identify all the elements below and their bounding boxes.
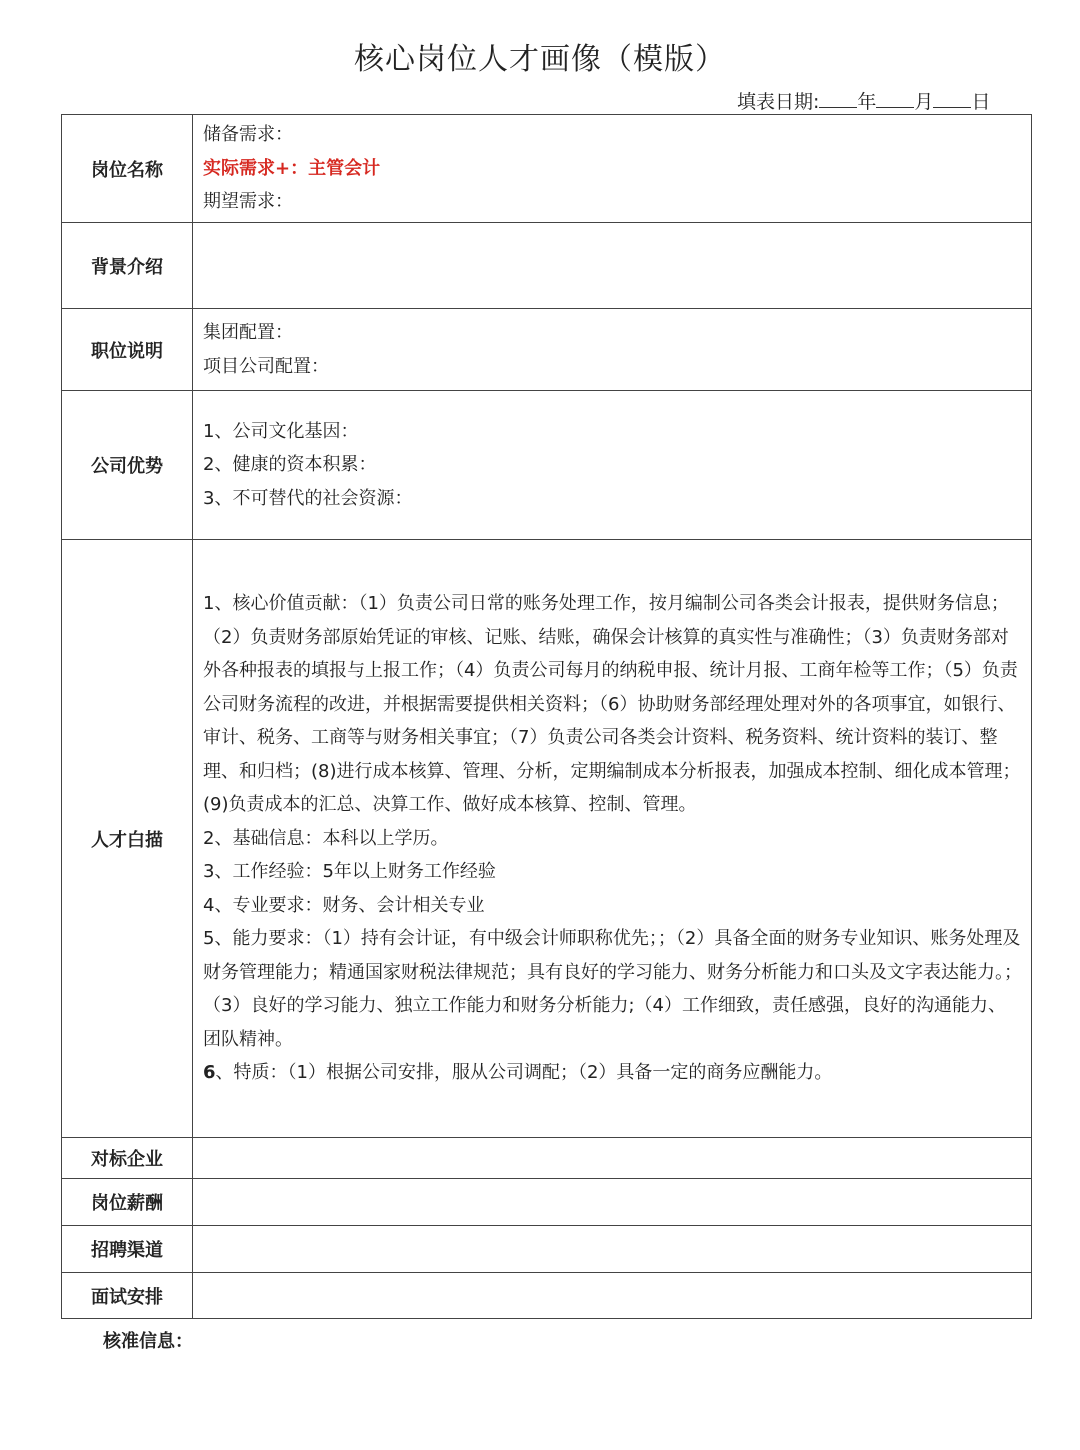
- project-config: 项目公司配置：: [203, 355, 329, 377]
- talent-profile-label: 人才白描: [62, 540, 193, 1138]
- row-position-desc: [62, 309, 1032, 391]
- salary-label: 岗位薪酬: [62, 1179, 193, 1226]
- month-blank[interactable]: [876, 89, 914, 108]
- expected-demand: 期望需求：: [203, 191, 293, 213]
- position-desc-label: 职位说明: [62, 309, 193, 391]
- fill-date: [737, 87, 990, 114]
- row-channel: [62, 1226, 1032, 1273]
- work-experience: 3、工作经验：5年以上财务工作经验: [203, 861, 496, 883]
- row-talent-profile: [62, 540, 1032, 1138]
- talent-profile-content[interactable]: [193, 540, 1032, 1138]
- row-benchmark: [62, 1138, 1032, 1179]
- position-name-label: 岗位名称: [62, 115, 193, 223]
- channel-content[interactable]: [193, 1226, 1032, 1273]
- salary-content[interactable]: [193, 1179, 1032, 1226]
- traits-text: 、特质：（1）根据公司安排，服从公司调配；（2）具备一定的商务应酬能力。: [215, 1062, 833, 1084]
- reserve-demand: 储备需求：: [203, 124, 293, 146]
- position-desc-content[interactable]: [193, 309, 1032, 391]
- interview-label: 面试安排: [62, 1273, 193, 1319]
- actual-demand: 实际需求+：主管会计: [203, 157, 381, 179]
- row-background: [62, 223, 1032, 309]
- core-value-contribution: 1、核心价值贡献：（1）负责公司日常的账务处理工作，按月编制公司各类会计报表，提供财务信息；（2）负责财务部原始凭证的审核、记账、结账，确保会计核算的真实性与准确性；（3）负责财务部对外各种报表的填报与上报工作；（4）负责公司每月的纳税申报、统计月报、工商年检等工作；（5）负责公司财务流程的改进，并根据需要提供相关资料；（6）协助财务部经理处理对外的各项事宜，如银行、审计、税务、工商等与财务相关事宜；（7）负责公司各类会计资料、税务资料、统计资料的装订、整理、和归档；(8)进行成本核算、管理、分析，定期编制成本分析报表，加强成本控制、细化成本管理；(9)负责成本的汇总、决算工作、做好成本核算、控制、管理。: [203, 593, 1021, 816]
- advantage-item: 2、健康的资本积累：: [203, 454, 377, 476]
- basic-info: 2、基础信息：本科以上学历。: [203, 827, 449, 849]
- company-advantage-content[interactable]: [193, 391, 1032, 540]
- year-label: 年: [857, 91, 877, 113]
- fill-date-label: 填表日期:: [737, 91, 820, 113]
- advantage-item: 1、公司文化基因：: [203, 420, 359, 442]
- day-blank[interactable]: [933, 89, 971, 108]
- year-blank[interactable]: [819, 89, 857, 108]
- background-label: 背景介绍: [62, 223, 193, 309]
- month-label: 月: [914, 91, 934, 113]
- row-position-name: [62, 115, 1032, 223]
- row-company-advantage: [62, 391, 1032, 540]
- advantage-item: 3、不可替代的社会资源：: [203, 487, 413, 509]
- traits: [203, 1056, 1023, 1090]
- group-config: 集团配置：: [203, 322, 293, 343]
- channel-label: 招聘渠道: [62, 1226, 193, 1273]
- traits-number: 6: [203, 1062, 216, 1084]
- benchmark-content[interactable]: [193, 1138, 1032, 1179]
- benchmark-label: 对标企业: [62, 1138, 193, 1179]
- approval-info: 核准信息：: [103, 1331, 193, 1352]
- day-label: 日: [971, 91, 991, 113]
- major-requirement: 4、专业要求：财务、会计相关专业: [203, 894, 485, 916]
- row-salary: [62, 1179, 1032, 1226]
- page-title: 核心岗位人才画像（模版）: [354, 42, 726, 77]
- talent-profile-table: [61, 114, 1032, 1319]
- background-content[interactable]: [193, 223, 1032, 309]
- ability-requirement: 5、能力要求：（1）持有会计证，有中级会计师职称优先；；（2）具备全面的财务专业知识、账务处理及财务管理能力；精通国家财税法律规范；具有良好的学习能力、财务分析能力和口头及文字表达能力。；（3）良好的学习能力、独立工作能力和财务分析能力;（4）工作细致，责任感强，良好的沟通能力、团队精神。: [203, 928, 1022, 1050]
- interview-content[interactable]: [193, 1273, 1032, 1319]
- position-name-content[interactable]: [193, 115, 1032, 223]
- company-advantage-label: 公司优势: [62, 391, 193, 540]
- row-interview: [62, 1273, 1032, 1319]
